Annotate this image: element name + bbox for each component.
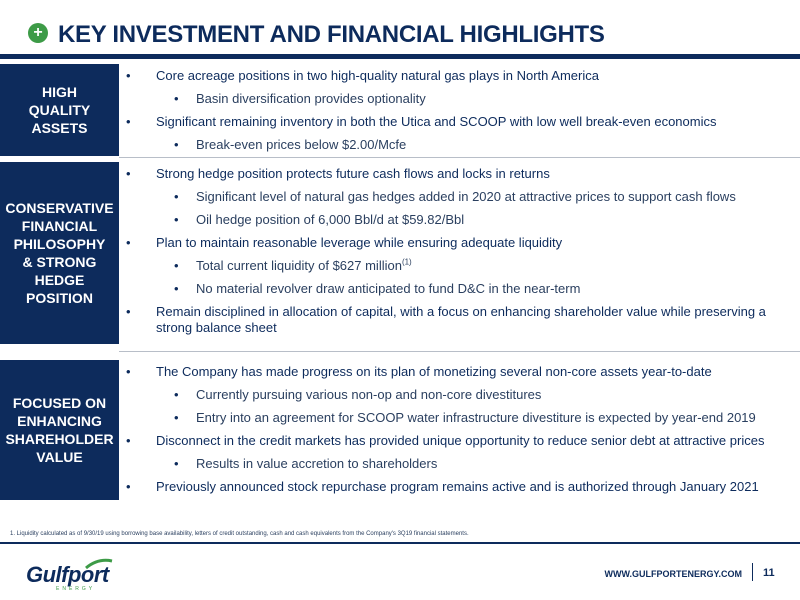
footer-separator bbox=[752, 563, 753, 581]
title-divider bbox=[0, 54, 800, 59]
logo-subtext: ENERGY bbox=[56, 586, 96, 592]
plus-icon: + bbox=[28, 23, 48, 43]
footnote-ref: (1) bbox=[401, 257, 412, 267]
slide-header bbox=[0, 0, 800, 50]
section-divider bbox=[119, 351, 800, 352]
logo-wordmark: Gulfport bbox=[26, 562, 109, 587]
section-shareholder-value: FOCUSED ON ENHANCING SHAREHOLDER VALUE • The Company has made progress on its plan of monetizing several non-core assets year-to-date • Currently pursuing various non-op and non-core divestitures • Entry into an agreement for SCOOP water infrastructure divestiture is expected by year-end 2019 • Disconnect in the credit markets has provided unique opportunity to reduce senior debt at attractive prices • Results in value accretion to shareholders • Previously announced stock repurchase program remains active and is authorized through January 2021 bbox=[0, 360, 800, 500]
section-label: CONSERVATIVE FINANCIAL PHILOSOPHY & STRONG HEDGE POSITION bbox=[0, 162, 119, 344]
section-divider bbox=[119, 157, 800, 158]
section-high-quality-assets: HIGH QUALITY ASSETS • Core acreage positions in two high-quality natural gas plays in North America • Basin diversification provides optionality • Significant remaining inventory in both the Utica and SCOOP with low well break-even economics • Break-even prices below $2.00/Mcfe bbox=[0, 64, 800, 156]
website-link[interactable]: WWW.GULFPORTENERGY.COM bbox=[604, 569, 742, 579]
page-number: 11 bbox=[763, 567, 775, 579]
section-label: HIGH QUALITY ASSETS bbox=[0, 64, 119, 156]
company-logo bbox=[26, 558, 116, 592]
footer-divider bbox=[0, 542, 800, 544]
section-label: FOCUSED ON ENHANCING SHAREHOLDER VALUE bbox=[0, 360, 119, 500]
page-title: KEY INVESTMENT AND FINANCIAL HIGHLIGHTS bbox=[58, 21, 605, 48]
section-conservative-financial: CONSERVATIVE FINANCIAL PHILOSOPHY & STRONG HEDGE POSITION • Strong hedge position protects future cash flows and locks in returns • Significant level of natural gas hedges added in 2020 at attractive prices to support cash flows • Oil hedge position of 6,000 Bbl/d at $59.82/Bbl • Plan to maintain reasonable leverage while ensuring adequate liquidity • Total current liquidity of $627 million$^{(1)}$ • No material revolver draw anticipated to fund D&C in the near-term • Remain disciplined in allocation of capital, with a focus on enhancing shareholder value while preserving a strong balance sheet bbox=[0, 162, 800, 344]
footnote: 1. Liquidity calculated as of 9/30/19 using borrowing base availability, letters of credit outstanding, cash and cash equivalents from the Company's 3Q19 financial statements. bbox=[10, 531, 469, 537]
